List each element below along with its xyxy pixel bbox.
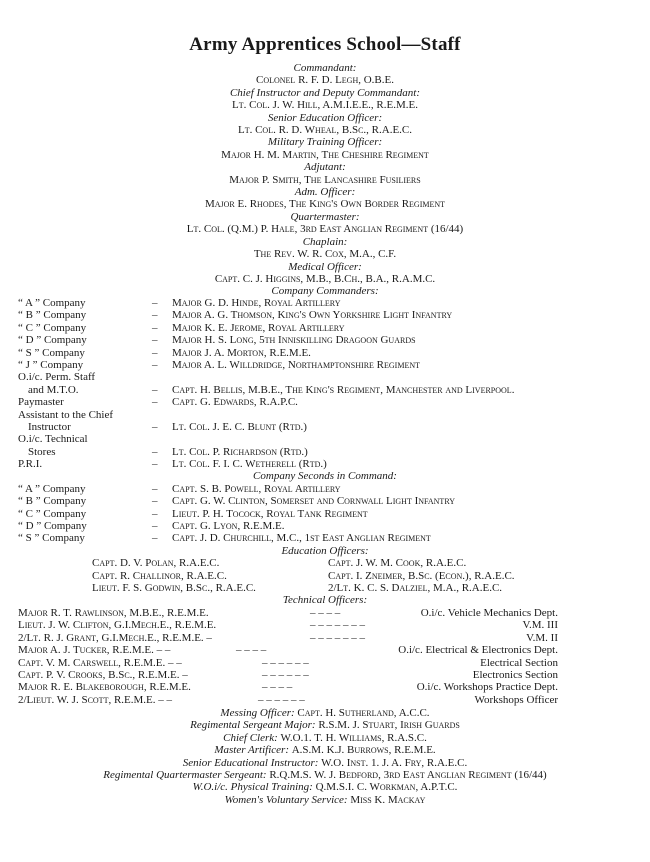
- officer-name: Major P. Smith, The Lancashire Fusiliers: [229, 173, 421, 186]
- technical-officers-list: [18, 607, 558, 706]
- officer-name: The Rev. W. R. Cox, M.A., C.F.: [253, 248, 397, 261]
- officer-name: Major H. M. Martin, The Cheshire Regiment: [221, 148, 429, 161]
- post-title: O.i/c. Workshops Practice Dept.: [416, 681, 558, 694]
- post-label: O.i/c. Perm. Staff: [18, 371, 96, 384]
- dash: –: [152, 532, 158, 545]
- role-label: Medical Officer:: [288, 260, 362, 273]
- officer-name: Capt. R. Challinor, R.A.E.C.: [92, 569, 227, 582]
- leader-dashes: – – – –: [262, 681, 293, 694]
- senior-staff-list: [0, 62, 650, 298]
- list-item: [0, 458, 650, 470]
- role-label: Senior Educational Instructor:: [182, 756, 319, 769]
- list-item: [0, 508, 650, 520]
- post-title: V.M. II: [526, 631, 558, 644]
- officer-name: Lt. Col. R. D. Wheal, B.Sc., R.A.E.C.: [237, 124, 413, 137]
- officer-name: Capt. D. V. Polan, R.A.E.C.: [92, 557, 220, 570]
- officer-name: Major G. D. Hinde, Royal Artillery: [172, 297, 341, 309]
- list-item: [0, 719, 650, 731]
- officer-name: Lieut. F. S. Godwin, B.Sc., R.A.E.C.: [92, 581, 256, 594]
- list-item: [0, 421, 650, 433]
- company-label: “ C ” Company: [18, 507, 87, 520]
- post-title: Workshops Officer: [474, 693, 558, 706]
- officer-name: Capt. G. W. Clinton, Somerset and Cornwall Light Infantry: [172, 495, 455, 508]
- officer-name: 2/Lt. K. C. S. Dalziel, M.A., R.A.E.C.: [328, 581, 503, 594]
- role-label: Regimental Quartermaster Sergeant:: [103, 769, 267, 782]
- officer-name: Major A. L. Willdridge, Northamptonshire Regiment: [172, 358, 421, 371]
- section-heading: [0, 545, 650, 557]
- post-title: Electrical Section: [480, 656, 558, 669]
- officer-name: Major R. T. Rawlinson, M.B.E., R.E.M.E.: [18, 607, 209, 619]
- officer-name: Lieut. P. H. Tocock, Royal Tank Regiment: [172, 507, 368, 520]
- officer-name: Major K. E. Jerome, Royal Artillery: [172, 321, 345, 334]
- list-item: [0, 744, 650, 756]
- post-label: Instructor: [28, 420, 71, 433]
- list-item: [0, 483, 650, 495]
- list-item: [18, 669, 558, 681]
- leader-dashes: – – – – – –: [262, 656, 309, 669]
- dash: –: [152, 396, 158, 409]
- company-label: “ A ” Company: [18, 297, 86, 309]
- company-label: “ A ” Company: [18, 482, 86, 495]
- role-label: Women's Voluntary Service:: [224, 793, 348, 806]
- post-title: O.i/c. Electrical & Electronics Dept.: [398, 644, 558, 657]
- officer-name: Lt. Col. J. W. Hill, A.M.I.E.E., R.E.M.E.: [232, 99, 418, 112]
- post-title: O.i/c. Vehicle Mechanics Dept.: [420, 607, 558, 619]
- role-label: Chaplain:: [302, 235, 348, 248]
- section-heading: [0, 594, 650, 606]
- officer-name: Colonel R. F. D. Legh, O.B.E.: [255, 74, 394, 87]
- list-item: [0, 557, 650, 569]
- role-label: Regimental Sergeant Major:: [190, 719, 316, 732]
- list-item: [18, 607, 558, 619]
- officer-name: Capt. J. W. M. Cook, R.A.E.C.: [328, 557, 467, 570]
- officer-name: Capt. P. V. Crooks, B.Sc., R.E.M.E. –: [18, 668, 188, 681]
- list-item: [0, 520, 650, 532]
- list-item: [0, 359, 650, 371]
- role-label: Adjutant:: [304, 161, 346, 174]
- company-label: “ B ” Company: [18, 309, 87, 322]
- list-item: [0, 794, 650, 806]
- officer-name: Lieut. J. W. Clifton, G.I.Mech.E., R.E.M.E.: [18, 619, 217, 632]
- list-item: [0, 409, 650, 421]
- leader-dashes: – – – – – – –: [310, 631, 365, 644]
- role-label: Quartermaster:: [290, 210, 360, 223]
- role-label: Chief Clerk:: [223, 731, 278, 744]
- leader-dashes: – – – –: [310, 607, 341, 619]
- officer-name: Lt. Col. P. Richardson (Rtd.): [172, 445, 308, 458]
- officer-name: Miss K. Mackay: [350, 793, 426, 806]
- officer-name: R.S.M. J. Stuart, Irish Guards: [318, 719, 460, 732]
- role-label: Military Training Officer:: [267, 136, 383, 149]
- officer-name: Major A. J. Tucker, R.E.M.E. – –: [18, 644, 171, 657]
- leader-dashes: – – – –: [236, 644, 267, 657]
- officer-name: Capt. I. Zneimer, B.Sc. (Econ.), R.A.E.C.: [328, 569, 515, 582]
- post-label: P.R.I.: [18, 458, 43, 471]
- list-item: [0, 371, 650, 383]
- role-label: Adm. Officer:: [294, 186, 356, 199]
- officer-name: A.S.M. K.J. Burrows, R.E.M.E.: [291, 744, 436, 757]
- dash: –: [152, 358, 158, 371]
- list-item: [18, 681, 558, 693]
- dash: –: [152, 458, 158, 471]
- list-item: [18, 619, 558, 631]
- list-item: [0, 446, 650, 458]
- list-item: [18, 632, 558, 644]
- list-item: [0, 732, 650, 744]
- list-item: [18, 694, 558, 706]
- officer-name: Major A. G. Thomson, King's Own Yorkshire Light Infantry: [172, 309, 453, 322]
- dash: –: [152, 507, 158, 520]
- officer-name: Major R. E. Blakeborough, R.E.M.E.: [18, 681, 191, 694]
- role-label: Commandant:: [293, 62, 357, 74]
- section-heading-text: Company Seconds in Command:: [253, 470, 397, 483]
- officer-name: W.O. Inst. 1. J. A. Fry, R.A.E.C.: [321, 756, 468, 769]
- officer-name: Capt. H. Bellis, M.B.E., The King's Regiment, Manchester and Liverpool.: [172, 383, 515, 396]
- dash: –: [152, 445, 158, 458]
- leader-dashes: – – – – – – –: [310, 619, 365, 632]
- company-label: “ B ” Company: [18, 495, 87, 508]
- post-label: Paymaster: [18, 396, 64, 409]
- list-item: [0, 384, 650, 396]
- company-label: “ D ” Company: [18, 520, 87, 533]
- post-label: O.i/c. Technical: [18, 433, 88, 446]
- officer-name: Major E. Rhodes, The King's Own Border Regiment: [204, 198, 446, 211]
- post-title: V.M. III: [522, 619, 558, 632]
- dash: –: [152, 321, 158, 334]
- dash: –: [152, 495, 158, 508]
- role-label: Chief Instructor and Deputy Commandant:: [229, 86, 421, 99]
- dash: –: [152, 297, 158, 309]
- officer-name: 2/Lieut. W. J. Scott, R.E.M.E. – –: [18, 693, 173, 706]
- list-item: [0, 757, 650, 769]
- company-label: “ S ” Company: [18, 532, 85, 545]
- officer-name: Capt. V. M. Carswell, R.E.M.E. – –: [18, 656, 182, 669]
- dash: –: [152, 520, 158, 533]
- list-item: [0, 322, 650, 334]
- list-item: [0, 309, 650, 321]
- list-item: [0, 582, 650, 594]
- section-heading: [0, 470, 650, 482]
- officer-name: 2/Lt. R. J. Grant, G.I.Mech.E., R.E.M.E. –: [18, 631, 212, 644]
- post-label: Stores: [28, 445, 56, 458]
- officer-name: W.O.1. T. H. Williams, R.A.S.C.: [280, 731, 427, 744]
- company-label: “ C ” Company: [18, 321, 87, 334]
- page-title: Army Apprentices School—Staff: [189, 34, 461, 55]
- officer-name: Capt. C. J. Higgins, M.B., B.Ch., B.A., R.A.M.C.: [214, 272, 436, 285]
- role-label: Senior Education Officer:: [267, 111, 383, 124]
- officer-name: Capt. H. Sutherland, A.C.C.: [297, 707, 430, 719]
- company-label: “ J ” Company: [18, 358, 84, 371]
- dash: –: [152, 309, 158, 322]
- officer-name: Capt. S. B. Powell, Royal Artillery: [172, 482, 341, 495]
- officer-name: Lt. Col. J. E. C. Blunt (Rtd.): [172, 420, 307, 433]
- officer-name: Lt. Col. F. I. C. Wetherell (Rtd.): [172, 458, 327, 471]
- role-label: Messing Officer:: [220, 707, 295, 719]
- officer-name: Lt. Col. (Q.M.) P. Hale, 3rd East Anglian Regiment (16/44): [186, 223, 464, 236]
- dash: –: [152, 346, 158, 359]
- post-title: Electronics Section: [472, 668, 558, 681]
- list-item: [0, 297, 650, 309]
- footer-staff-list: [0, 707, 650, 806]
- list-item: [18, 657, 558, 669]
- officer-name: Capt. G. Lyon, R.E.M.E.: [172, 520, 285, 533]
- officer-name: R.Q.M.S. W. J. Bedford, 3rd East Anglian Regiment (16/44): [269, 769, 547, 782]
- section-heading-text: Education Officers:: [281, 544, 369, 557]
- dash: –: [152, 420, 158, 433]
- role-label: Master Artificer:: [214, 744, 289, 757]
- section-heading-text: Technical Officers:: [282, 594, 368, 607]
- list-item: [0, 769, 650, 781]
- list-item: [0, 532, 650, 544]
- list-item: [0, 334, 650, 346]
- officer-name: Capt. G. Edwards, R.A.P.C.: [172, 396, 298, 409]
- post-label: Assistant to the Chief: [18, 408, 114, 421]
- company-label: “ S ” Company: [18, 346, 85, 359]
- officer-name: Major H. S. Long, 5th Inniskilling Dragoon Guards: [172, 334, 416, 347]
- list-item: [0, 781, 650, 793]
- list-item: [0, 433, 650, 445]
- officer-name: Capt. J. D. Churchill, M.C., 1st East Anglian Regiment: [172, 532, 431, 545]
- company-commanders-list: [0, 297, 650, 607]
- post-label: and M.T.O.: [28, 383, 79, 396]
- company-label: “ D ” Company: [18, 334, 87, 347]
- leader-dashes: – – – – – –: [262, 668, 309, 681]
- officer-name: Q.M.S.I. C. Workman, A.P.T.C.: [315, 781, 458, 794]
- list-item: [0, 347, 650, 359]
- dash: –: [152, 383, 158, 396]
- list-item: [0, 570, 650, 582]
- officer-name: Major J. A. Morton, R.E.M.E.: [172, 346, 311, 359]
- list-item: [18, 644, 558, 656]
- list-item: [0, 396, 650, 408]
- section-heading: Company Commanders:: [271, 285, 379, 298]
- dash: –: [152, 334, 158, 347]
- list-item: [0, 495, 650, 507]
- dash: –: [152, 482, 158, 495]
- role-label: W.O.i/c. Physical Training:: [192, 781, 313, 794]
- leader-dashes: – – – – – –: [258, 693, 305, 706]
- list-item: [0, 707, 650, 719]
